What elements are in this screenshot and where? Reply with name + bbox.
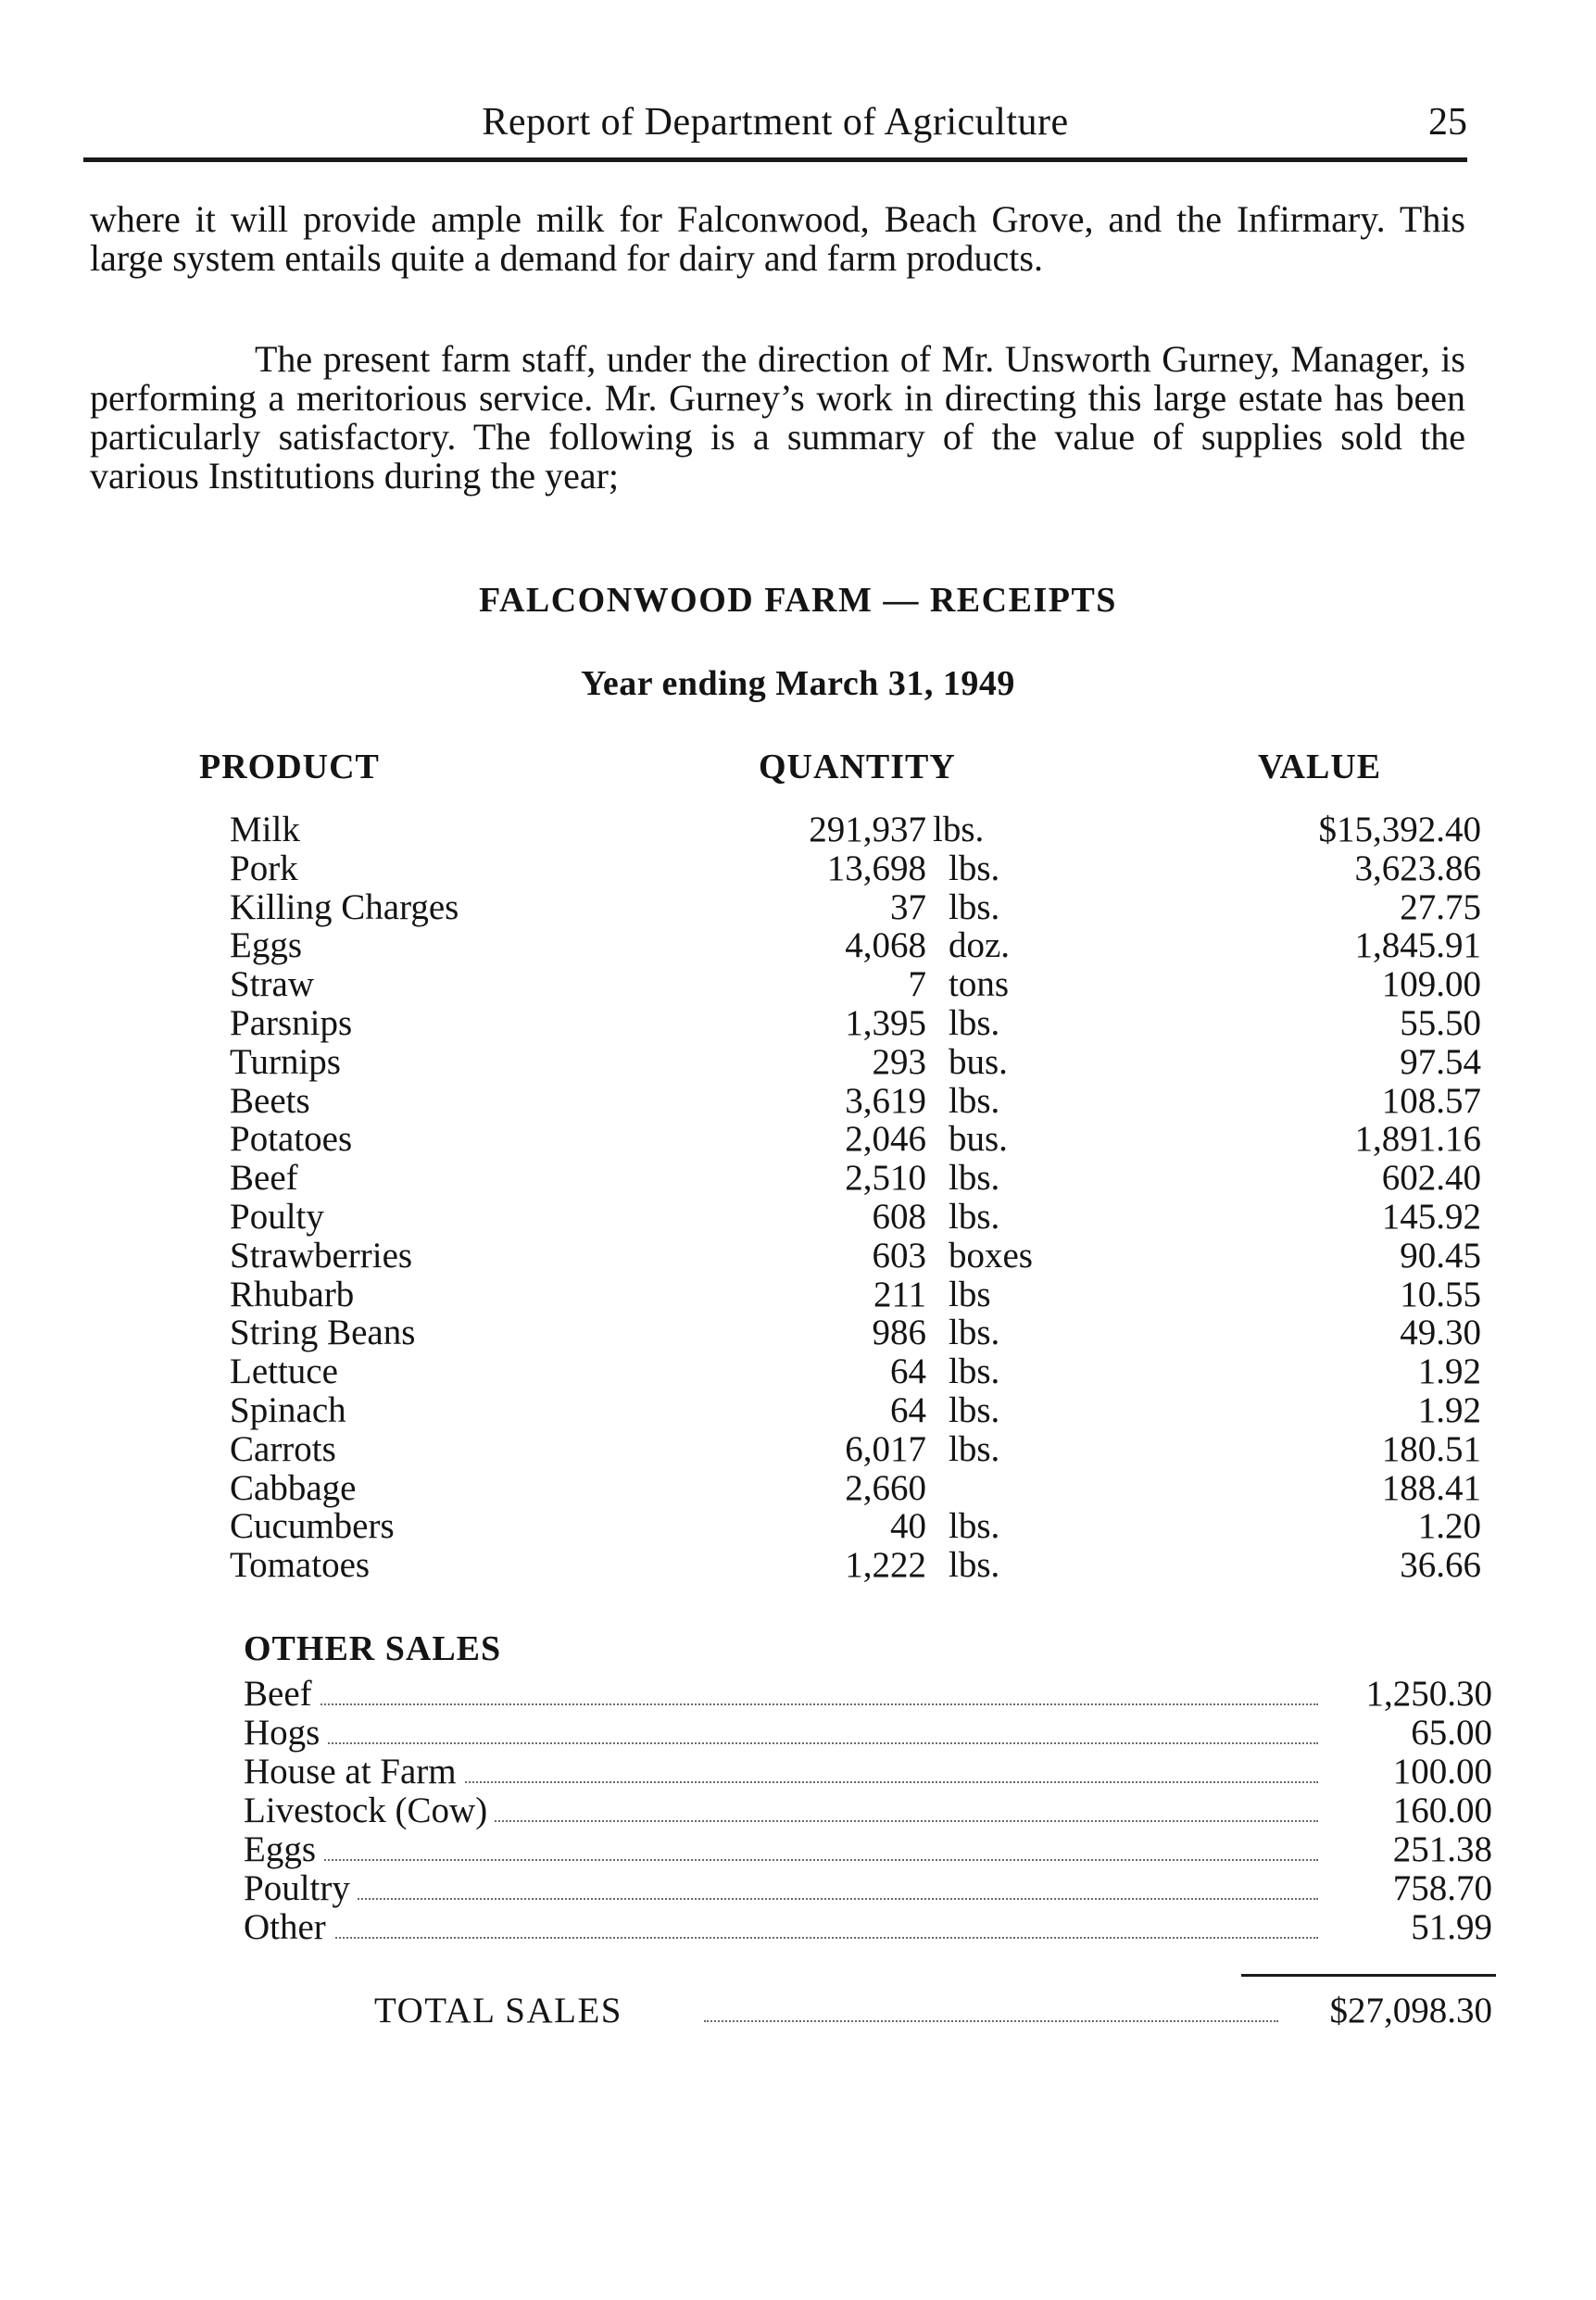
unit-cell: lbs. bbox=[949, 1428, 1000, 1469]
running-title: Report of Department of Agriculture bbox=[482, 101, 1069, 144]
product-cell: Turnips bbox=[230, 1041, 341, 1082]
product-cell: Cabbage bbox=[230, 1467, 357, 1508]
value-cell: 145.92 bbox=[1381, 1196, 1481, 1237]
dot-leader bbox=[704, 2020, 1278, 2022]
table-row bbox=[0, 1276, 1596, 1314]
product-cell: Poulty bbox=[230, 1196, 324, 1237]
value-cell: 49.30 bbox=[1400, 1313, 1481, 1353]
unit-cell: lbs. bbox=[949, 1196, 1000, 1237]
dot-leader bbox=[244, 1859, 1318, 1861]
other-sales-label: Hogs bbox=[244, 1714, 327, 1753]
value-cell: 108.57 bbox=[1381, 1080, 1481, 1121]
value-cell: 90.45 bbox=[1400, 1235, 1481, 1276]
value-cell: 1,845.91 bbox=[1354, 925, 1481, 966]
table-row bbox=[0, 1469, 1596, 1508]
value-cell: 55.50 bbox=[1400, 1002, 1481, 1043]
product-cell: Beets bbox=[230, 1080, 310, 1121]
unit-cell: bus. bbox=[949, 1119, 1008, 1160]
table-row bbox=[0, 926, 1596, 965]
unit-cell: lbs bbox=[949, 1274, 991, 1314]
list-item bbox=[0, 1675, 1596, 1714]
other-sales-label: Other bbox=[244, 1908, 333, 1947]
value-cell: 602.40 bbox=[1381, 1158, 1481, 1199]
summary-paragraph: The present farm staff, under the direction of Mr. Unsworth Gurney, Manager, is performing a meritorious service. Mr. Gurney’s work in directing this large estate has been particularly satisfactory. The following is a summary of the value of supplies sold the various Institutions during the year; bbox=[90, 338, 1465, 496]
table-subtitle: Year ending March 31, 1949 bbox=[581, 664, 1015, 703]
unit-cell: lbs. bbox=[949, 1389, 1000, 1430]
quantity-cell: 293 bbox=[872, 1041, 926, 1082]
quantity-cell: 13,698 bbox=[826, 848, 926, 888]
quantity-cell: 4,068 bbox=[845, 925, 926, 966]
quantity-cell: 1,222 bbox=[845, 1545, 926, 1586]
list-item bbox=[0, 1753, 1596, 1791]
list-item bbox=[0, 1830, 1596, 1869]
column-header-quantity: QUANTITY bbox=[759, 748, 956, 786]
product-cell: Lettuce bbox=[230, 1351, 338, 1392]
quantity-cell: 2,660 bbox=[845, 1467, 926, 1508]
quantity-cell: 37 bbox=[890, 886, 926, 927]
list-item bbox=[0, 1869, 1596, 1908]
table-row bbox=[0, 1352, 1596, 1391]
page-number: 25 bbox=[1428, 101, 1467, 144]
product-cell: Potatoes bbox=[230, 1119, 353, 1160]
other-sales-label: Beef bbox=[244, 1675, 320, 1714]
quantity-cell: 2,046 bbox=[845, 1119, 926, 1160]
quantity-cell: 291,937 bbox=[809, 810, 926, 849]
product-cell: Milk bbox=[230, 810, 300, 849]
unit-cell: lbs. bbox=[933, 810, 985, 849]
quantity-cell: 211 bbox=[873, 1274, 926, 1314]
dot-leader bbox=[244, 1937, 1318, 1939]
unit-cell: lbs. bbox=[949, 848, 1000, 888]
product-cell: String Beans bbox=[230, 1313, 416, 1353]
value-cell: 180.51 bbox=[1381, 1428, 1481, 1469]
quantity-cell: 64 bbox=[890, 1389, 926, 1430]
unit-cell: lbs. bbox=[949, 1506, 1000, 1547]
quantity-cell: 7 bbox=[908, 964, 926, 1005]
list-item bbox=[0, 1714, 1596, 1753]
table-row bbox=[0, 965, 1596, 1004]
other-sales-value: 65.00 bbox=[1411, 1713, 1492, 1753]
other-sales-value: 51.99 bbox=[1411, 1907, 1492, 1947]
value-cell: 1.92 bbox=[1417, 1389, 1481, 1430]
unit-cell: lbs. bbox=[949, 1080, 1000, 1121]
table-row bbox=[0, 1082, 1596, 1121]
product-cell: Rhubarb bbox=[230, 1274, 355, 1314]
value-cell: 188.41 bbox=[1381, 1467, 1481, 1508]
dot-leader bbox=[244, 1898, 1318, 1900]
quantity-cell: 3,619 bbox=[845, 1080, 926, 1121]
quantity-cell: 608 bbox=[872, 1196, 926, 1237]
page-header bbox=[83, 93, 1467, 162]
table-row bbox=[0, 811, 1596, 849]
table-row bbox=[0, 1120, 1596, 1159]
unit-cell: bus. bbox=[949, 1041, 1008, 1082]
total-sales-label: TOTAL SALES bbox=[374, 1991, 622, 2030]
value-cell: 1.92 bbox=[1417, 1351, 1481, 1392]
quantity-cell: 986 bbox=[872, 1313, 926, 1353]
product-cell: Strawberries bbox=[230, 1235, 413, 1276]
quantity-cell: 6,017 bbox=[845, 1428, 926, 1469]
table-row bbox=[0, 1159, 1596, 1198]
unit-cell: lbs. bbox=[949, 1545, 1000, 1586]
quantity-cell: 603 bbox=[872, 1235, 926, 1276]
total-sales-value: $27,098.30 bbox=[1329, 1991, 1492, 2030]
unit-cell: lbs. bbox=[949, 886, 1000, 927]
table-row bbox=[0, 1507, 1596, 1546]
value-cell: 109.00 bbox=[1381, 964, 1481, 1005]
receipts-table bbox=[0, 811, 1596, 1585]
other-sales-label: Livestock (Cow) bbox=[244, 1791, 495, 1830]
product-cell: Cucumbers bbox=[230, 1506, 395, 1547]
value-cell: 27.75 bbox=[1400, 886, 1481, 927]
unit-cell: doz. bbox=[949, 925, 1011, 966]
unit-cell: boxes bbox=[949, 1235, 1033, 1276]
other-sales-value: 251.38 bbox=[1392, 1829, 1492, 1869]
unit-cell: lbs. bbox=[949, 1351, 1000, 1392]
product-cell: Straw bbox=[230, 964, 314, 1005]
table-title: FALCONWOOD FARM — RECEIPTS bbox=[479, 581, 1117, 620]
product-cell: Parsnips bbox=[230, 1002, 353, 1043]
other-sales-value: 100.00 bbox=[1392, 1752, 1492, 1791]
table-row bbox=[0, 1546, 1596, 1585]
table-row bbox=[0, 1313, 1596, 1352]
value-cell: 3,623.86 bbox=[1354, 848, 1481, 888]
table-row bbox=[0, 1430, 1596, 1469]
list-item bbox=[0, 1908, 1596, 1947]
product-cell: Tomatoes bbox=[230, 1545, 371, 1586]
value-cell: $15,392.40 bbox=[1318, 810, 1481, 849]
table-row bbox=[0, 1237, 1596, 1276]
table-row bbox=[0, 1043, 1596, 1082]
other-sales-value: 160.00 bbox=[1392, 1791, 1492, 1830]
table-row bbox=[0, 1004, 1596, 1043]
other-sales-label: Poultry bbox=[244, 1869, 358, 1908]
unit-cell: lbs. bbox=[949, 1158, 1000, 1199]
table-row bbox=[0, 1391, 1596, 1430]
intro-paragraph: where it will provide ample milk for Falconwood, Beach Grove, and the Infirmary. This large system entails quite a demand for dairy and farm products. bbox=[90, 198, 1465, 279]
column-header-value: VALUE bbox=[1258, 748, 1382, 786]
list-item bbox=[0, 1791, 1596, 1830]
unit-cell: tons bbox=[949, 964, 1010, 1005]
quantity-cell: 1,395 bbox=[845, 1002, 926, 1043]
value-cell: 36.66 bbox=[1400, 1545, 1481, 1586]
other-sales-label: House at Farm bbox=[244, 1753, 464, 1791]
product-cell: Carrots bbox=[230, 1428, 336, 1469]
value-cell: 10.55 bbox=[1400, 1274, 1481, 1314]
table-row bbox=[0, 1198, 1596, 1237]
product-cell: Beef bbox=[230, 1158, 298, 1199]
other-sales-label: Eggs bbox=[244, 1830, 323, 1869]
other-sales-list bbox=[0, 1675, 1596, 1947]
value-cell: 1,891.16 bbox=[1354, 1119, 1481, 1160]
product-cell: Pork bbox=[230, 848, 298, 888]
product-cell: Spinach bbox=[230, 1389, 346, 1430]
product-cell: Killing Charges bbox=[230, 886, 459, 927]
other-sales-heading: OTHER SALES bbox=[244, 1629, 502, 1668]
other-sales-value: 1,250.30 bbox=[1365, 1674, 1492, 1714]
dot-leader bbox=[244, 1742, 1318, 1744]
column-header-product: PRODUCT bbox=[199, 748, 380, 786]
unit-cell: lbs. bbox=[949, 1313, 1000, 1353]
unit-cell: lbs. bbox=[949, 1002, 1000, 1043]
value-cell: 1.20 bbox=[1417, 1506, 1481, 1547]
total-sales-row bbox=[0, 1990, 1596, 2032]
product-cell: Eggs bbox=[230, 925, 302, 966]
quantity-cell: 64 bbox=[890, 1351, 926, 1392]
value-cell: 97.54 bbox=[1400, 1041, 1481, 1082]
quantity-cell: 2,510 bbox=[845, 1158, 926, 1199]
table-row bbox=[0, 849, 1596, 888]
dot-leader bbox=[244, 1703, 1318, 1705]
total-rule bbox=[1241, 1974, 1496, 1977]
other-sales-value: 758.70 bbox=[1392, 1868, 1492, 1908]
table-row bbox=[0, 888, 1596, 927]
quantity-cell: 40 bbox=[890, 1506, 926, 1547]
